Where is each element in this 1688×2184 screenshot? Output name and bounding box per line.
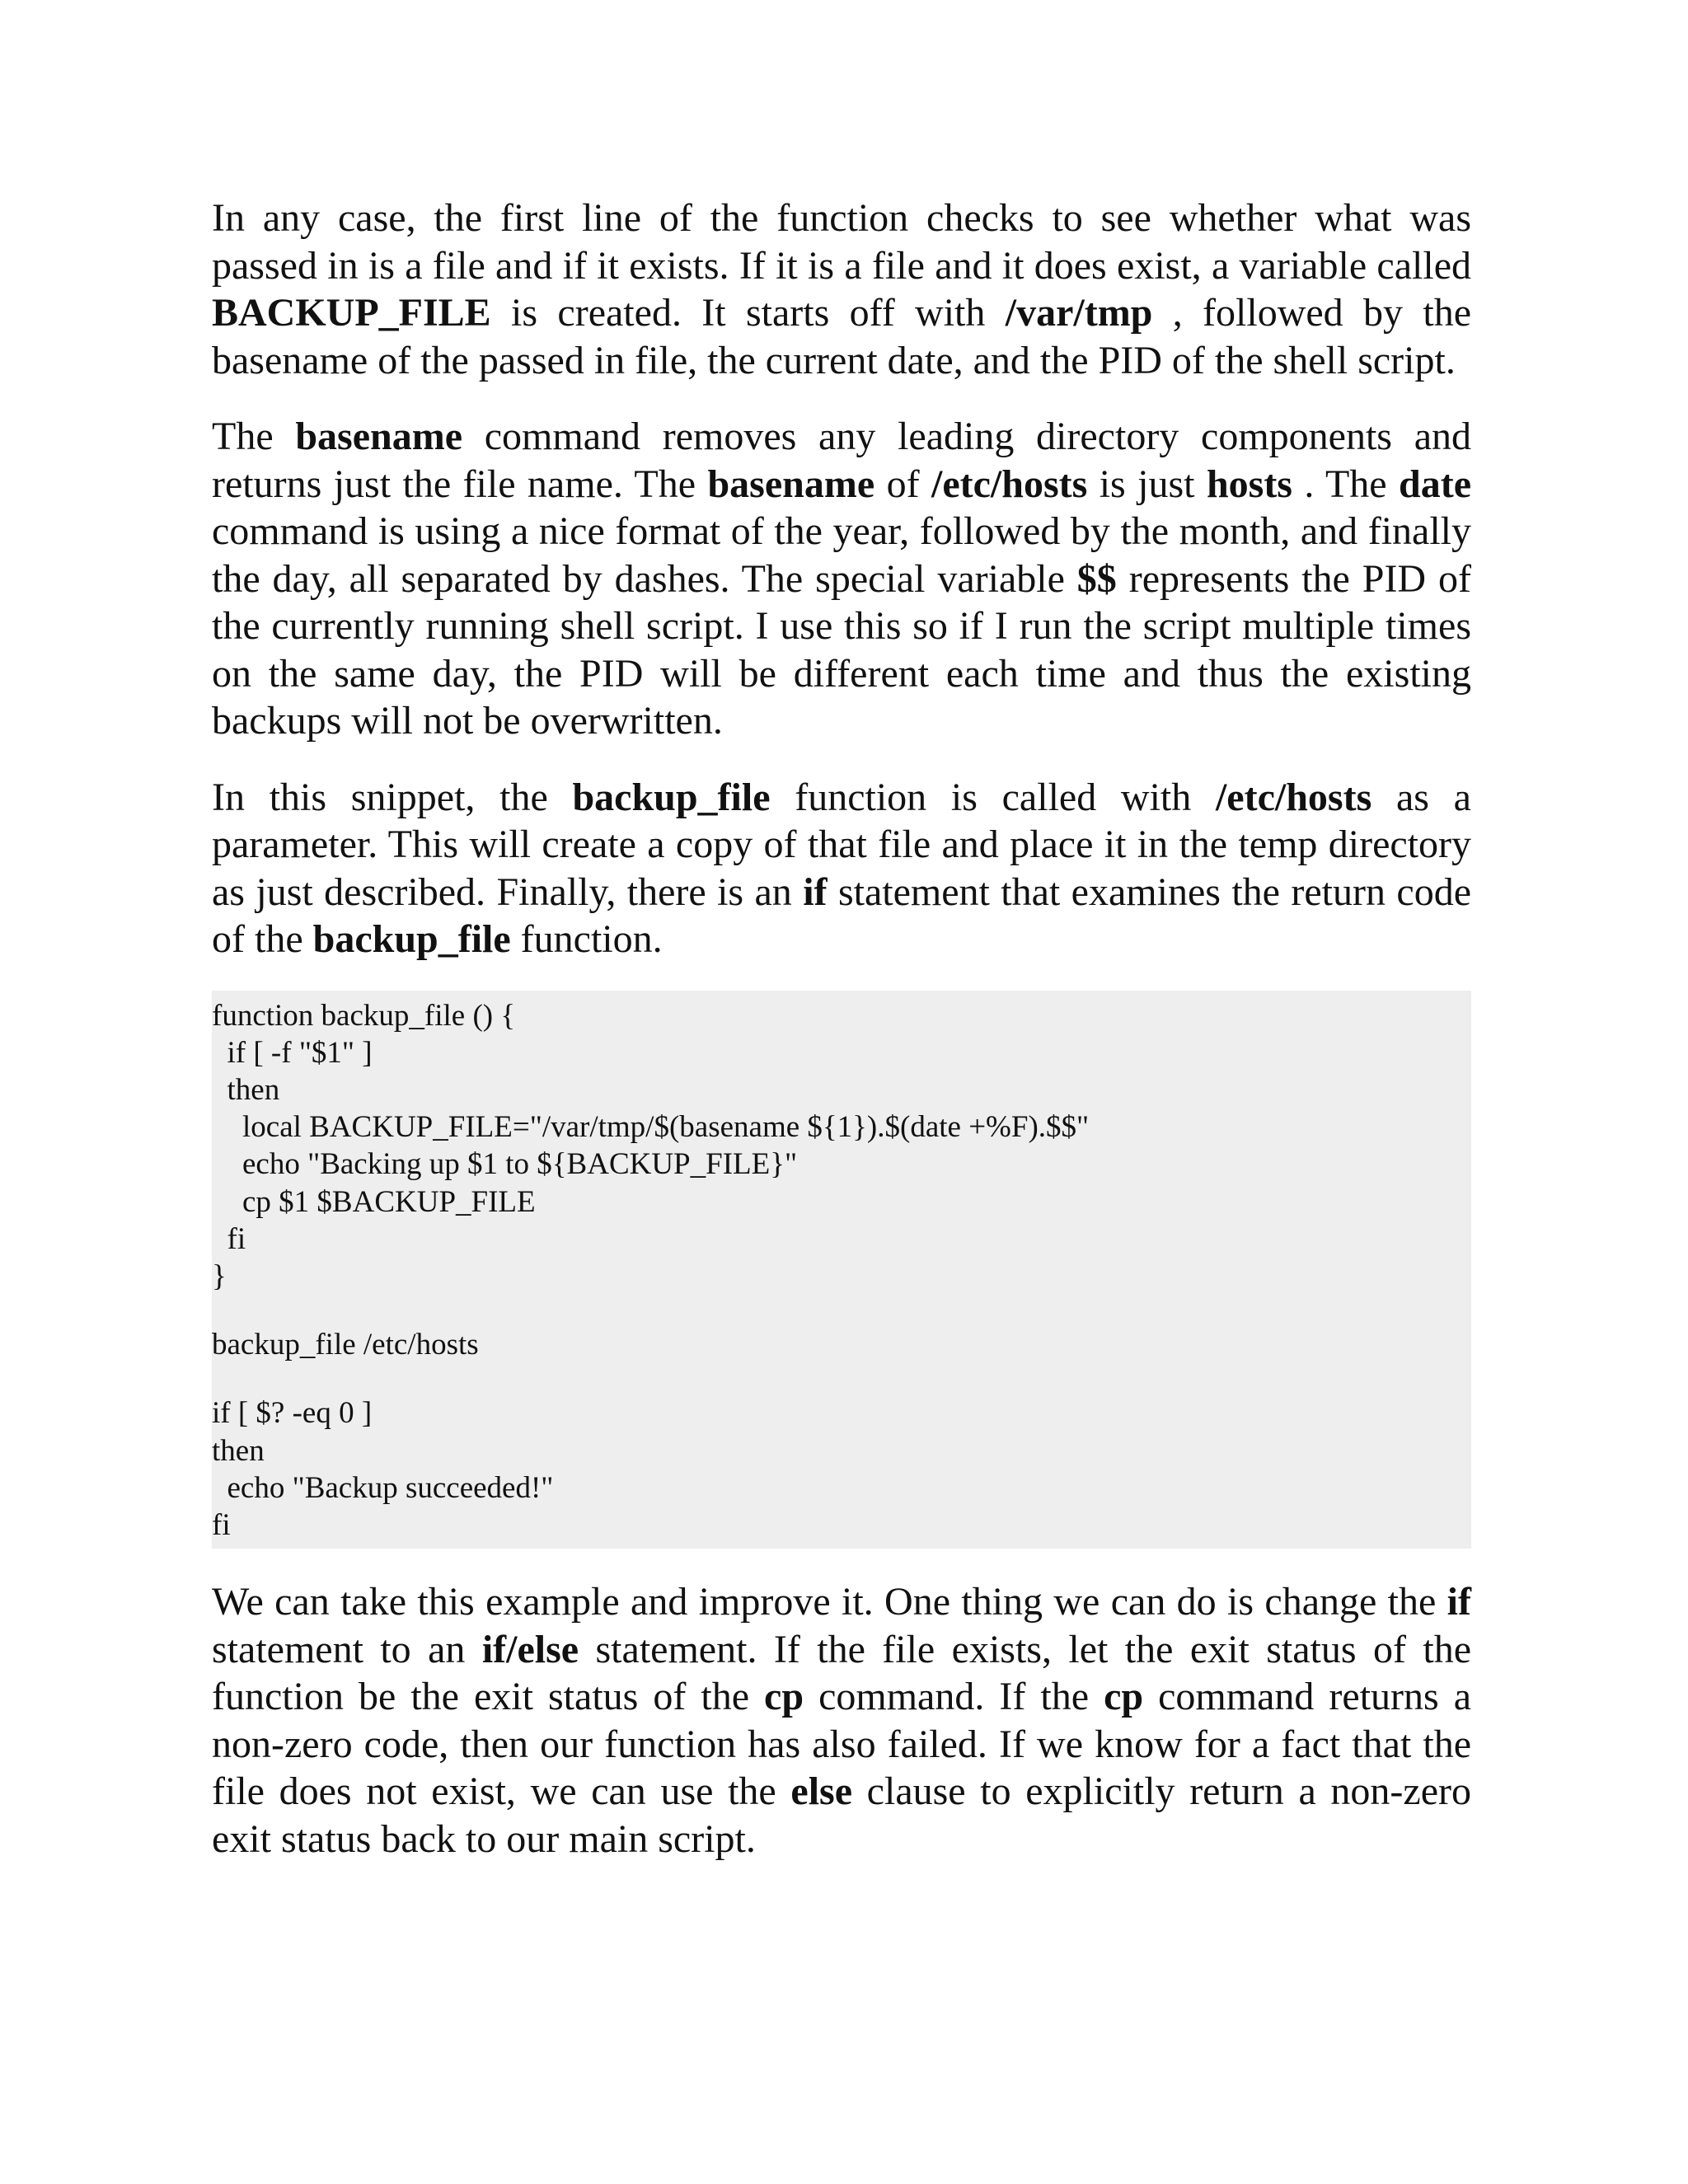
text-run: The: [212, 415, 296, 458]
code-blank-line: [212, 1363, 1471, 1394]
text-run: In any case, the first line of the function checks to see whether what was passed in is a file and if it exists. If it is a file and it does exist, a variable called: [212, 196, 1471, 288]
code-line: local BACKUP_FILE="/var/tmp/$(basename ${1}).$(date +%F).$$": [212, 1110, 1090, 1145]
bold-term: basename: [295, 415, 463, 458]
text-run: statement. If the file exists, let the exit status of the function be the exit status of the: [212, 1627, 1471, 1719]
code-line: }: [212, 1258, 227, 1293]
bold-term: if: [803, 869, 828, 914]
code-line: echo "Backing up $1 to ${BACKUP_FILE}": [212, 1147, 798, 1182]
code-line: fi: [212, 1507, 231, 1542]
text-run: function is called with: [770, 775, 1216, 819]
text-run: We can take this example and improve it. One thing we can do is change the: [212, 1580, 1447, 1624]
text-run: statement to an: [212, 1627, 482, 1671]
bold-term: /etc/hosts: [931, 462, 1088, 506]
bold-term: if/else: [481, 1627, 579, 1671]
text-run: , followed by the basename of the passed in file, the current date, and the PID of the shell script.: [212, 291, 1472, 382]
bold-term: if: [1447, 1580, 1471, 1624]
bold-term: backup_file: [312, 917, 511, 961]
code-line: fi: [212, 1221, 246, 1256]
text-run: is created. It starts off with: [490, 291, 1006, 335]
bold-term: BACKUP_FILE: [212, 291, 491, 335]
bold-term: /etc/hosts: [1215, 775, 1372, 819]
text-run: command returns a non-zero code, then our function has also failed. If we know for a fact that the file does not exist, we can use the: [212, 1675, 1472, 1814]
code-line: function backup_file () {: [212, 998, 516, 1033]
bold-term: else: [790, 1769, 853, 1814]
bold-term: basename: [707, 462, 875, 506]
text-run: command is using a nice format of the year, followed by the month, and finally the day, all separated by dashes. The special variable: [212, 509, 1471, 601]
text-run: statement that examines the return code of the: [212, 869, 1472, 961]
paragraph-backup-file-explanation: [212, 194, 1471, 384]
text-run: as a parameter. This will create a copy of that file and place it in the temp directory as just described. Finally, there is an: [212, 775, 1471, 914]
bold-term: backup_file: [572, 775, 771, 819]
paragraph-snippet-explanation: [212, 774, 1471, 963]
code-blank-line: [212, 1295, 1471, 1326]
code-line: then: [212, 1433, 265, 1468]
text-run: . The: [1292, 462, 1400, 506]
text-run: function.: [510, 917, 663, 961]
code-line: if [ -f "$1" ]: [212, 1035, 373, 1070]
code-line: backup_file /etc/hosts: [212, 1328, 479, 1362]
bold-term: date: [1399, 462, 1471, 506]
code-block: [212, 991, 1471, 1549]
text-run: represents the PID of the currently running shell script. I use this so if I run the script multiple times on the same day, the PID will be different each time and thus the existing backups will not be overwritten.: [212, 556, 1471, 743]
bold-term: cp: [764, 1675, 804, 1719]
code-line: echo "Backup succeeded!": [212, 1470, 554, 1505]
text-run: In this snippet, the: [212, 775, 573, 819]
paragraph-basename-date-explanation: [212, 413, 1471, 745]
text-run: of: [874, 462, 931, 506]
bold-term: /var/tmp: [1005, 291, 1153, 335]
text-run: command removes any leading directory components and returns just the file name. The: [212, 415, 1471, 506]
text-run: clause to explicitly return a non-zero exit status back to our main script.: [212, 1769, 1471, 1861]
bold-term: cp: [1104, 1675, 1144, 1719]
code-line: if [ $? -eq 0 ]: [212, 1396, 373, 1431]
text-run: is just: [1087, 462, 1207, 506]
code-line: cp $1 $BACKUP_FILE: [212, 1184, 536, 1219]
text-run: command. If the: [804, 1675, 1104, 1719]
paragraph-improvement-explanation: [212, 1578, 1471, 1863]
code-line: then: [212, 1072, 280, 1107]
bold-term: $$: [1076, 556, 1117, 601]
page-content: [212, 194, 1471, 1891]
bold-term: hosts: [1206, 462, 1292, 506]
